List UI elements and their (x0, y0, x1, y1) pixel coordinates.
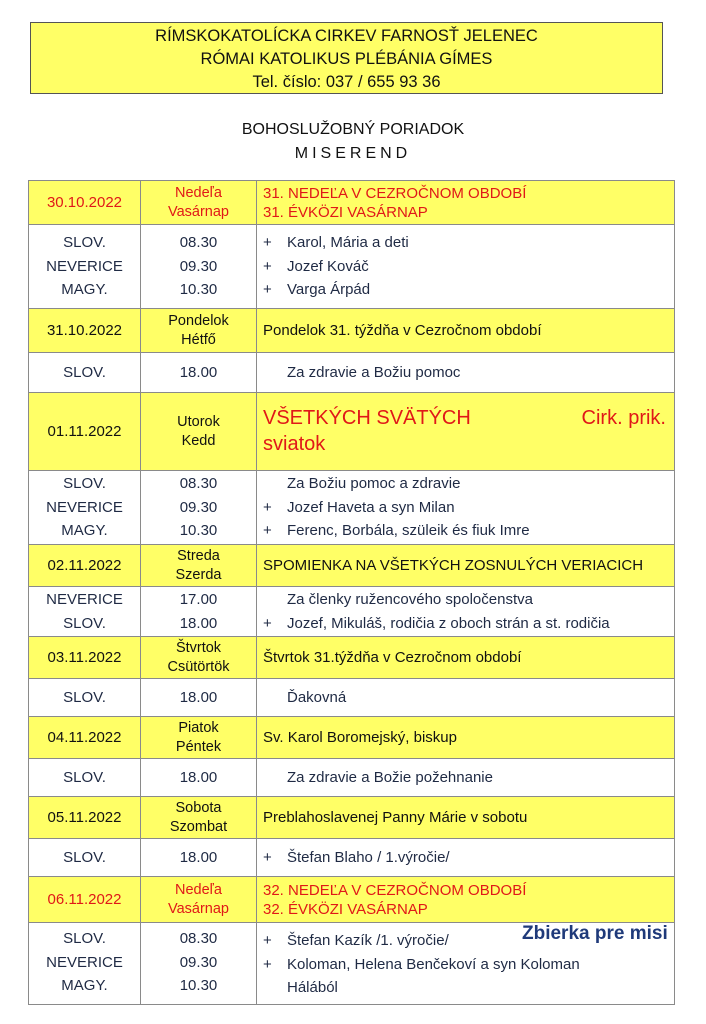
mass-times: 08.30 09.30 10.30 (141, 225, 257, 309)
mass-languages: SLOV. (29, 353, 141, 393)
day-title: 32. NEDEĽA V CEZROČNOM OBDOBÍ 32. ÉVKÖZI VASÁRNAP (257, 877, 675, 923)
mass-languages: SLOV. (29, 839, 141, 877)
mass-schedule-table (28, 180, 675, 1005)
day-row (29, 717, 675, 759)
mass-times: 18.00 (141, 353, 257, 393)
day-date: 31.10.2022 (29, 309, 141, 353)
day-title: Pondelok 31. týždňa v Cezročnom období (257, 309, 675, 353)
mass-row (29, 679, 675, 717)
day-date: 04.11.2022 (29, 717, 141, 759)
parish-header (30, 22, 663, 94)
mass-times: 08.30 09.30 10.30 (141, 471, 257, 545)
header-line-2: RÓMAI KATOLIKUS PLÉBÁNIA GÍMES (200, 50, 493, 68)
day-row (29, 797, 675, 839)
day-title: Preblahoslavenej Panny Márie v sobotu (257, 797, 675, 839)
mass-row (29, 587, 675, 637)
mass-intentions: Ďakovná (257, 679, 675, 717)
day-title: SPOMIENKA NA VŠETKÝCH ZOSNULÝCH VERIACICH (257, 545, 675, 587)
day-date: 01.11.2022 (29, 393, 141, 471)
mass-intentions: Za Božiu pomoc a zdravie + Jozef Haveta a syn Milan + Ferenc, Borbála, szüleik és fiuk Imre (257, 471, 675, 545)
mass-languages: SLOV. (29, 679, 141, 717)
day-date: 30.10.2022 (29, 181, 141, 225)
day-name: Nedeľa Vasárnap (141, 181, 257, 225)
mass-languages: SLOV. NEVERICE MAGY. (29, 923, 141, 1005)
mass-row (29, 839, 675, 877)
collection-note: Zbierka pre misi (522, 923, 668, 944)
day-row (29, 545, 675, 587)
obligation-note: Cirk. prik. (581, 407, 666, 429)
day-name: Piatok Péntek (141, 717, 257, 759)
mass-languages: NEVERICE SLOV. (29, 587, 141, 637)
mass-intentions: Za členky ružencového spoločenstva + Jozef, Mikuláš, rodičia z oboch strán a st. rodičia (257, 587, 675, 637)
day-date: 05.11.2022 (29, 797, 141, 839)
day-row (29, 877, 675, 923)
day-date: 02.11.2022 (29, 545, 141, 587)
day-date: 06.11.2022 (29, 877, 141, 923)
day-name: Štvrtok Csütörtök (141, 637, 257, 679)
mass-intentions: + Štefan Blaho / 1.výročie/ (257, 839, 675, 877)
day-name: Sobota Szombat (141, 797, 257, 839)
mass-intentions: + Karol, Mária a deti + Jozef Kováč + Varga Árpád (257, 225, 675, 309)
mass-row (29, 471, 675, 545)
day-name: Pondelok Hétfő (141, 309, 257, 353)
mass-times: 17.00 18.00 (141, 587, 257, 637)
day-name: Nedeľa Vasárnap (141, 877, 257, 923)
day-title: Sv. Karol Boromejský, biskup (257, 717, 675, 759)
mass-intentions: Za zdravie a Božiu pomoc (257, 353, 675, 393)
mass-row (29, 353, 675, 393)
mass-languages: SLOV. NEVERICE MAGY. (29, 225, 141, 309)
day-row (29, 309, 675, 353)
day-row (29, 181, 675, 225)
mass-intentions: + Štefan Kazík /1. výročie/ + Koloman, Helena Benčekoví a syn Koloman Hálából (257, 923, 675, 1005)
mass-row (29, 759, 675, 797)
mass-languages: SLOV. NEVERICE MAGY. (29, 471, 141, 545)
day-row (29, 637, 675, 679)
mass-times: 18.00 (141, 759, 257, 797)
day-title: Štvrtok 31.týždňa v Cezročnom období (257, 637, 675, 679)
schedule-title-hu: MISEREND (294, 145, 412, 162)
schedule-title: BOHOSLUŽOBNÝ PORIADOK (241, 121, 465, 138)
mass-times: 18.00 (141, 839, 257, 877)
mass-intentions: Za zdravie a Božie požehnanie (257, 759, 675, 797)
mass-languages: SLOV. (29, 759, 141, 797)
day-row (29, 393, 675, 471)
mass-times: 18.00 (141, 679, 257, 717)
day-name: Utorok Kedd (141, 393, 257, 471)
day-name: Streda Szerda (141, 545, 257, 587)
mass-row (29, 225, 675, 309)
day-title: 31. NEDEĽA V CEZROČNOM OBDOBÍ 31. ÉVKÖZI VASÁRNAP (257, 181, 675, 225)
header-phone: Tel. číslo: 037 / 655 93 36 (252, 73, 441, 91)
day-title: VŠETKÝCH SVÄTÝCH Cirk. prik. sviatok (257, 393, 675, 471)
header-line-1: RÍMSKOKATOLÍCKA CIRKEV FARNOSŤ JELENEC (155, 27, 538, 45)
mass-times: 08.30 09.30 10.30 (141, 923, 257, 1005)
day-date: 03.11.2022 (29, 637, 141, 679)
